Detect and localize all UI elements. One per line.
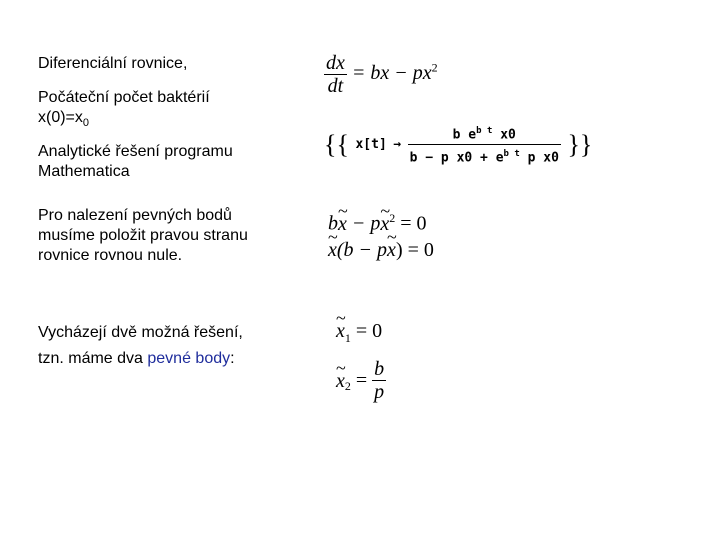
text-two-solutions [38,320,243,372]
text-analytic-line1: Analytické řešení programu [38,143,233,160]
text-analytic-solution [38,142,233,182]
text-fixed-line1: Pro nalezení pevných bodů [38,207,232,224]
text-differential-equation: Diferenciální rovnice, [38,55,188,72]
equation-fixed-point: b~ x − p~ $x^2 = 0$ [328,207,427,235]
text-solutions-line1: Vycházejí dvě možná řešení, [38,324,243,341]
text-fixed-points-intro [38,206,248,266]
text-fixed-line3: rovnice rovnou nule. [38,247,183,264]
solution-x1: ~ $x_1 = 0$ [336,320,382,349]
mathematica-output: {{ x[t] → $\frac{b e^{b t} x0}{b - p x0 + e^{b t} p x0}$ }} [324,122,592,168]
text-solutions-line2: tzn. máme dva pevné body: [38,350,235,367]
text-initial-condition: $x(0)=x_0$ [38,109,90,130]
equation-factored: ~ x(b − p~ x) = 0 [328,239,434,261]
text-fixed-line2: musíme položit pravou stranu [38,227,248,244]
equation-logistic: $\frac{dx}{dt}$ = bx − $px^2$ [326,52,438,97]
link-fixed-points[interactable]: pevné body [147,350,231,367]
text-analytic-line2: Mathematica [38,163,130,180]
text-initial-count [38,88,210,133]
solution-x2: ~ $x_2$ = $\frac{b}{p}$ [336,358,386,403]
text-initial-count-line1: Počáteční počet baktérií [38,89,210,106]
